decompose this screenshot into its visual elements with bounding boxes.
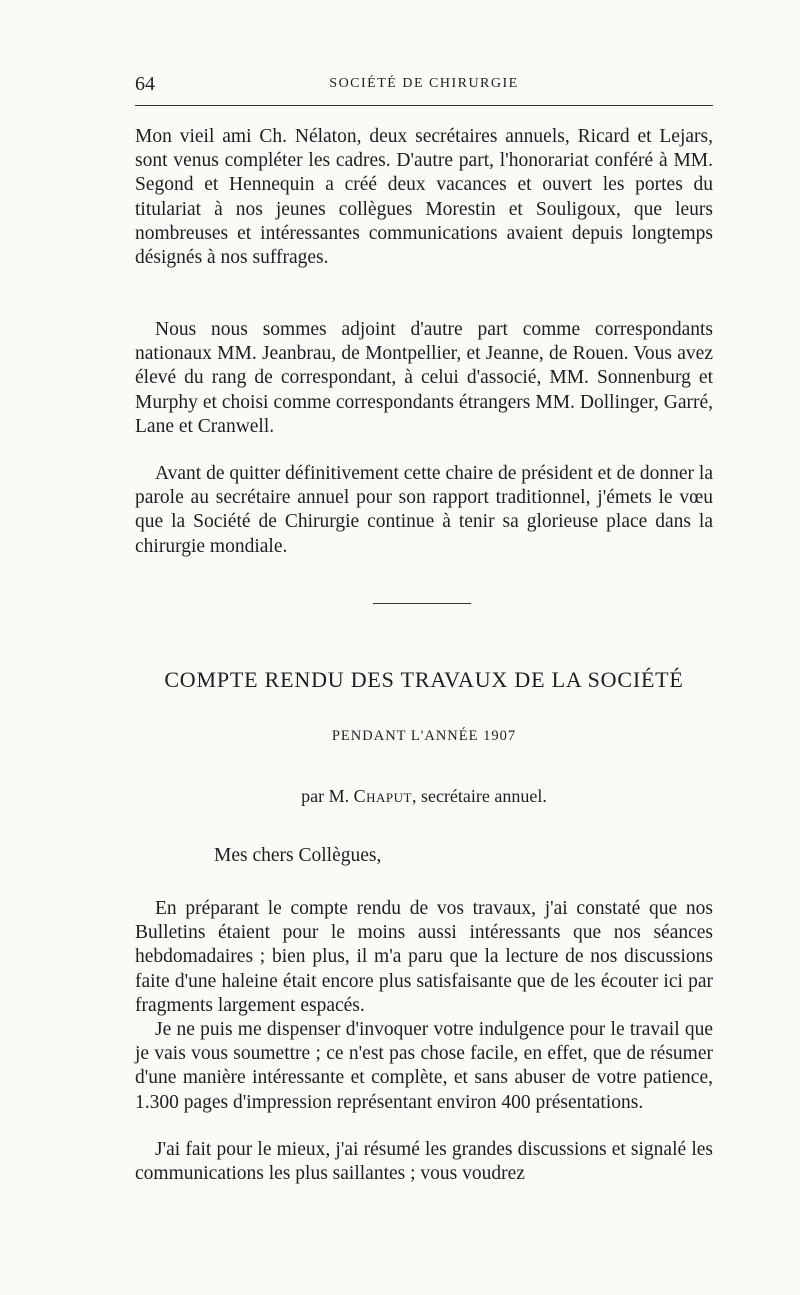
page-number: 64 xyxy=(135,73,155,95)
byline xyxy=(135,784,713,808)
salutation: Mes chers Collègues, xyxy=(214,845,382,866)
paragraph-1-text: Mon vieil ami Ch. Nélaton, deux secrétaires annuels, Ricard et Lejars, sont venus compléter les cadres. D'autre part, l'honorariat conféré à MM. Segond et Hennequin a créé deux vacances et ouvert les portes du titulariat à nos jeunes collègues Morestin et Souligoux, que leurs nombreuses et intéressantes communications avaient depuis longtemps désignés à nos suffrages. xyxy=(135,126,713,269)
header-rule xyxy=(135,105,713,106)
paragraph-3 xyxy=(135,462,713,559)
report-paragraph-1 xyxy=(135,897,713,1018)
section-separator xyxy=(373,603,471,604)
section-title: COMPTE RENDU DES TRAVAUX DE LA SOCIÉTÉ xyxy=(164,667,684,692)
paragraph-3-text: Avant de quitter définitivement cette chaire de président et de donner la parole au secrétaire annuel pour son rapport traditionnel, j'émets le vœu que la Société de Chirurgie continue à tenir sa glorieuse place dans la chirurgie mondiale. xyxy=(135,463,713,557)
running-head xyxy=(135,70,713,98)
paragraph-2 xyxy=(135,318,713,439)
report-paragraph-2 xyxy=(135,1018,713,1115)
running-title: SOCIÉTÉ DE CHIRURGIE xyxy=(329,76,519,91)
section-subtitle: PENDANT L'ANNÉE 1907 xyxy=(331,728,517,744)
report-paragraph-2-text: Je ne puis me dispenser d'invoquer votre indulgence pour le travail que je vais vous soumettre ; ce n'est pas chose facile, en effet, que de résumer d'une manière intéressante et complète, et sans abuser de votre patience, 1.300 pages d'impression représentant environ 400 présentations. xyxy=(135,1019,713,1113)
byline-author: Chaput xyxy=(353,786,412,806)
paragraph-2-text: Nous nous sommes adjoint d'autre part comme correspondants nationaux MM. Jeanbrau, de Montpellier, et Jeanne, de Rouen. Vous avez élevé du rang de correspondant, à celui d'associé, MM. Sonnenburg et Murphy et choisi comme correspondants étrangers MM. Dollinger, Garré, Lane et Cranwell. xyxy=(135,319,713,437)
byline-prefix: par M. xyxy=(301,786,350,806)
paragraph-1 xyxy=(135,125,713,270)
report-paragraph-1-text: En préparant le compte rendu de vos travaux, j'ai constaté que nos Bulletins étaient pour le moins aussi intéressants que nos séances hebdomadaires ; bien plus, il m'a paru que la lecture de nos discussions faite d'une haleine était encore plus satisfaisante que de les écouter ici par fragments largement espacés. xyxy=(135,898,713,1016)
byline-suffix: , secrétaire annuel. xyxy=(411,786,547,806)
report-paragraph-3 xyxy=(135,1138,713,1186)
report-paragraph-3-text: J'ai fait pour le mieux, j'ai résumé les grandes discussions et signalé les communications les plus saillantes ; vous voudrez xyxy=(135,1139,713,1185)
